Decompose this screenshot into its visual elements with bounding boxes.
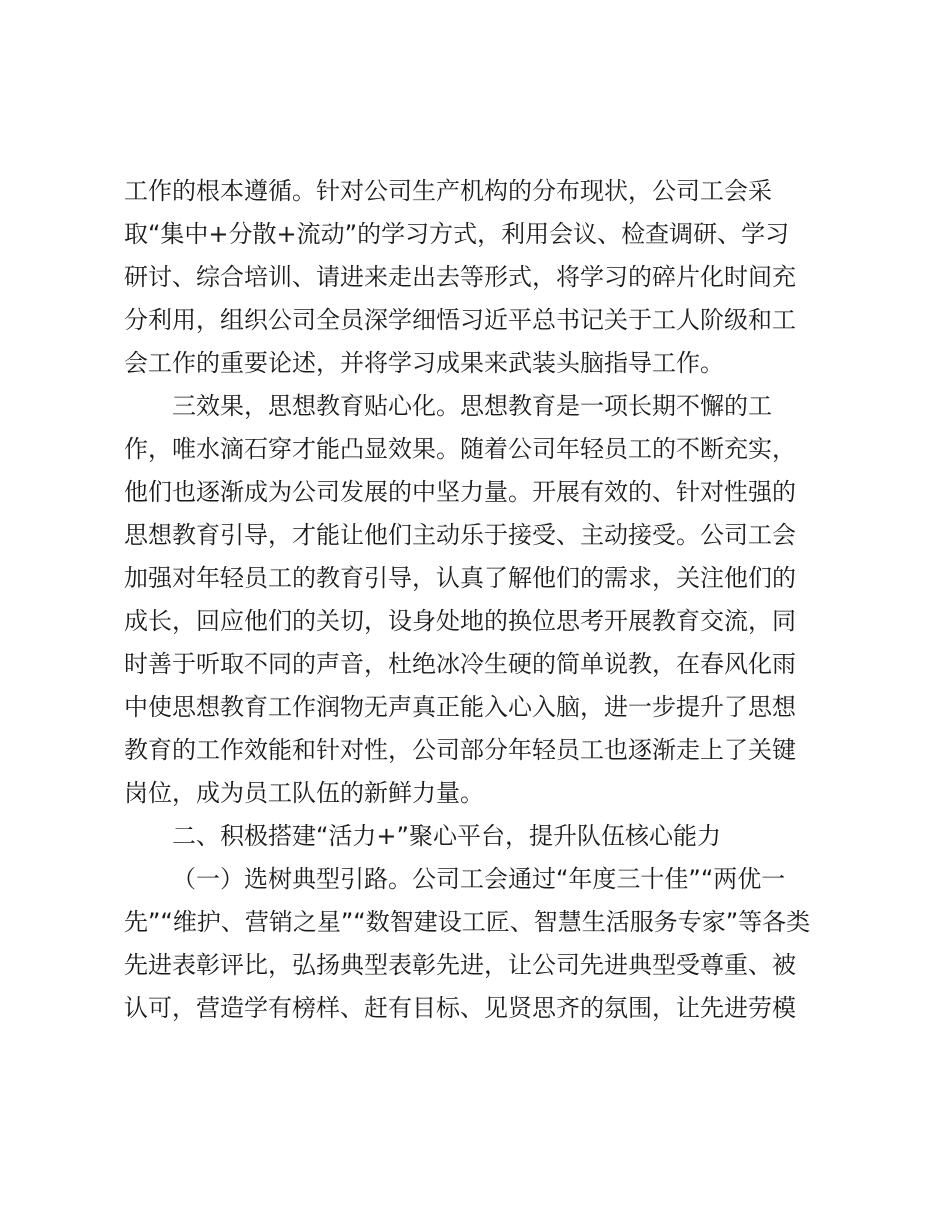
text-line-8: 他们也逐渐成为公司发展的中坚力量。开展有效的、针对性强的 xyxy=(124,478,796,506)
text-line-7: 作，唯水滴石穿才能凸显效果。随着公司年轻员工的不断充实， xyxy=(124,435,796,463)
text-line-14: 教育的工作效能和针对性，公司部分年轻员工也逐渐走上了关键 xyxy=(124,736,796,764)
text-line-4: 分利用，组织公司全员深学细悟习近平总书记关于工人阶级和工 xyxy=(124,306,796,334)
text-line-3: 研讨、综合培训、请进来走出去等形式，将学习的碎片化时间充 xyxy=(124,263,796,291)
text-line-18: 先”“维护、营销之星”“数智建设工匠、智慧生活服务专家”等各类 xyxy=(124,908,811,936)
text-line-19: 先进表彰评比，弘扬典型表彰先进，让公司先进典型受尊重、被 xyxy=(124,951,796,979)
text-line-12: 时善于听取不同的声音，杜绝冰冷生硬的简单说教，在春风化雨 xyxy=(124,650,796,678)
paragraph-start-line: （一）选树典型引路。公司工会通过“年度三十佳”“两优一 xyxy=(172,865,786,893)
text-line-15: 岗位，成为员工队伍的新鲜力量。 xyxy=(124,779,484,807)
text-line-20: 认可，营造学有榜样、赶有目标、见贤思齐的氛围，让先进劳模 xyxy=(124,994,796,1022)
text-line-1: 工作的根本遵循。针对公司生产机构的分布现状，公司工会采 xyxy=(124,177,772,205)
text-line-13: 中使思想教育工作润物无声真正能入心入脑，进一步提升了思想 xyxy=(124,693,796,721)
text-line-5: 会工作的重要论述，并将学习成果来武装头脑指导工作。 xyxy=(124,349,724,377)
section-heading: 二、积极搭建“活力+”聚心平台，提升队伍核心能力 xyxy=(172,822,721,850)
text-line-10: 加强对年轻员工的教育引导，认真了解他们的需求，关注他们的 xyxy=(124,564,796,592)
paragraph-start-line: 三效果，思想教育贴心化。思想教育是一项长期不懈的工 xyxy=(172,392,772,420)
text-line-11: 成长，回应他们的关切，设身处地的换位思考开展教育交流，同 xyxy=(124,607,796,635)
document-body xyxy=(124,170,836,1030)
text-line-2: 取“集中+分散+流动”的学习方式，利用会议、检查调研、学习 xyxy=(124,220,790,248)
text-line-9: 思想教育引导，才能让他们主动乐于接受、主动接受。公司工会 xyxy=(124,521,796,549)
